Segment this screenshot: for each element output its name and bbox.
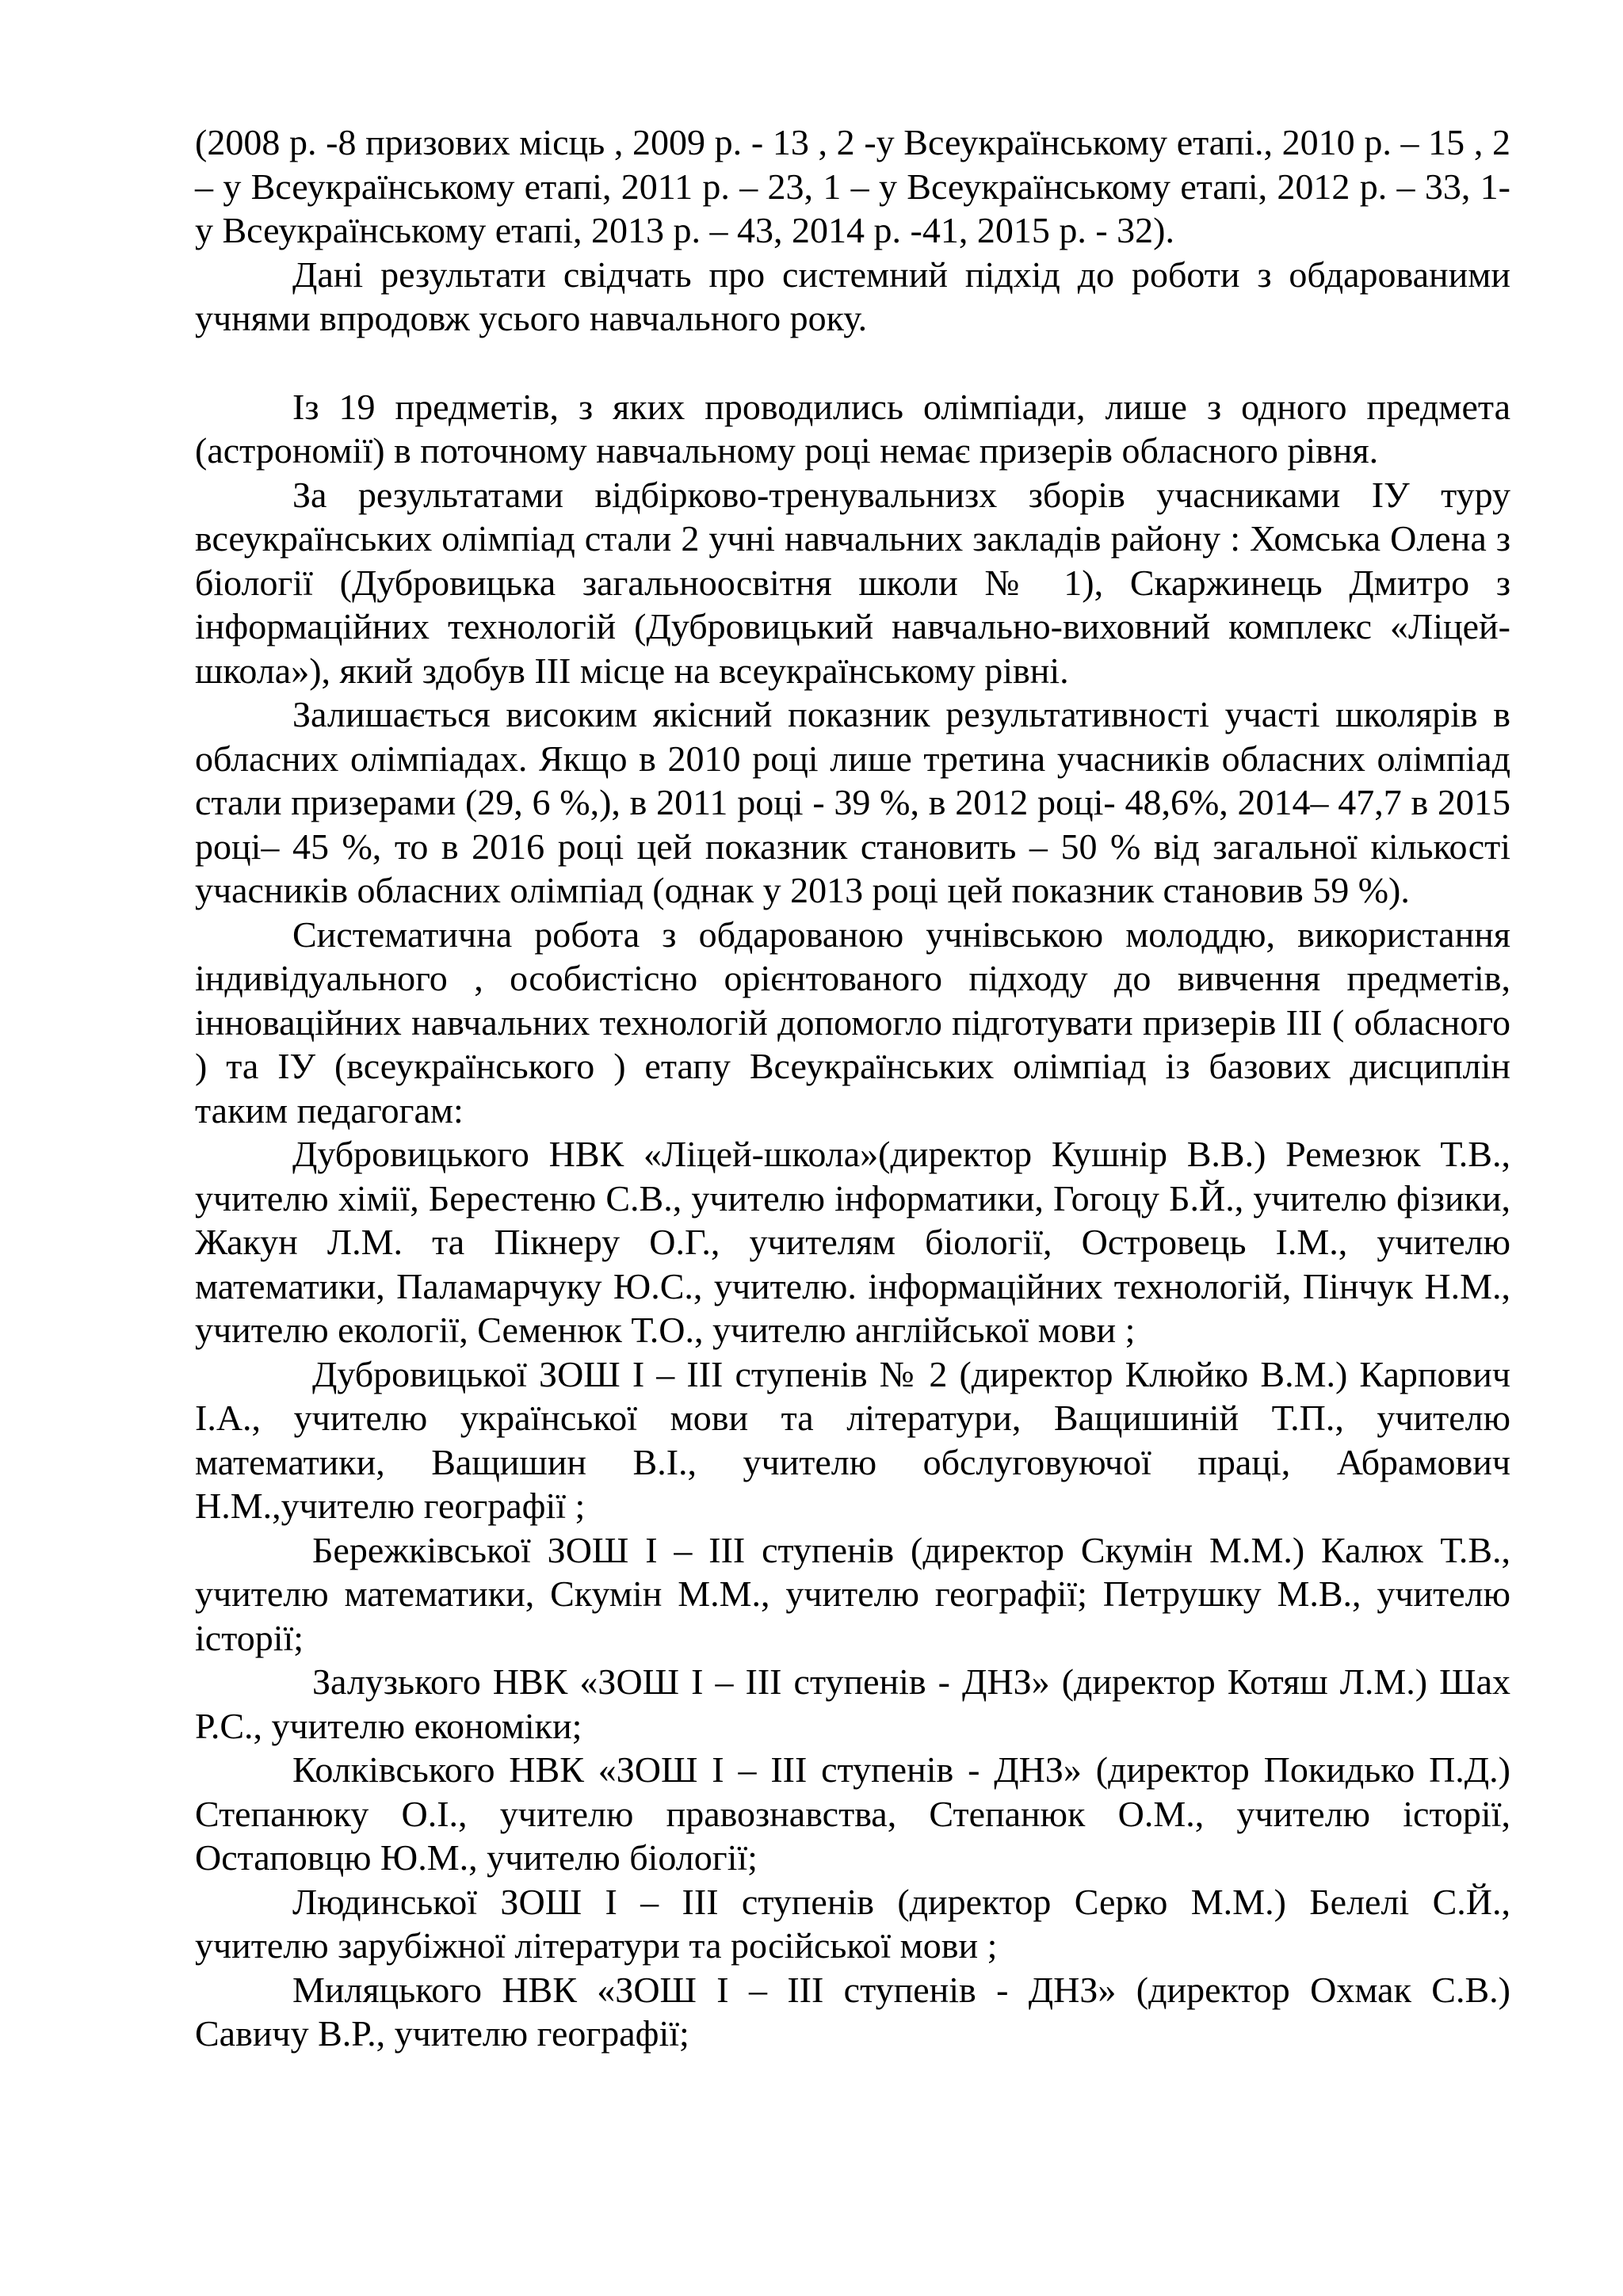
paragraph-systematic-approach: Дані результати свідчать про системний підхід до роботи з обдарованими учнями впродовж усього навчального року.: [195, 254, 1510, 338]
paragraph-teachers-miliatsk: Миляцького НВК «ЗОШ І – ІІІ ступенів - ДНЗ» (директор Охмак С.В.) Савичу В.Р., учителю географії;: [195, 1969, 1510, 2054]
paragraph-teachers-liudyn: Людинської ЗОШ І – ІІІ ступенів (директор Серко М.М.) Белелі С.Й., учителю зарубіжної літератури та російської мови ;: [195, 1881, 1510, 1966]
paragraph-teachers-kolky: Колківського НВК «ЗОШ І – ІІІ ступенів - ДНЗ» (директор Покидько П.Д.) Степанюку О.І., учителю правознавства, Степанюк О.М., учителю історії, Остаповцю Ю.М., учителю біології;: [195, 1749, 1510, 1878]
paragraph-teachers-berezhky: Бережківської ЗОШ І – ІІІ ступенів (директор Скумін М.М.) Калюх Т.В., учителю математики, Скумін М.М., учителю географії; Петрушку М.В., учителю історії;: [195, 1529, 1510, 1658]
paragraph-fourth-stage-participants: За результатами відбірково-тренувальнизх зборів учасниками ІУ туру всеукраїнських олімпіад стали 2 учні навчальних закладів району : Хомська Олена з біології (Дубровицька загальноосвітня школи № 1), Скаржинець Дмитро з інформаційних технологій (Дубровицький навчально-виховний комплекс «Ліцей-школа»), який здобув ІІІ місце на всеукраїнському рівні.: [195, 474, 1510, 691]
paragraph-quality-indicator: Залишається високим якісний показник результативності участі школярів в обласних олімпіадах. Якщо в 2010 році лише третина учасників обласних олімпіад стали призерами (29, 6 %,), в 2011 році - 39 %, в 2012 році- 48,6%, 2014– 47,7 в 2015 році– 45 %, то в 2016 році цей показник становить – 50 % від загальної кількості учасників обласних олімпіад (однак у 2013 році цей показник становив 59 %).: [195, 694, 1510, 910]
paragraph-prize-history: (2008 р. -8 призових місць , 2009 р. - 13 , 2 -у Всеукраїнському етапі., 2010 р. – 15 , 2 – у Всеукраїнському етапі, 2011 р. – 23, 1 – у Всеукраїнському етапі, 2012 р. – 33, 1- у Всеукраїнському етапі, 2013 р. – 43, 2014 р. -41, 2015 р. - 32).: [195, 122, 1510, 250]
paragraph-teachers-zaluzhzhia: Залузького НВК «ЗОШ І – ІІІ ступенів - ДНЗ» (директор Котяш Л.М.) Шах Р.С., учителю економіки;: [195, 1661, 1510, 1746]
paragraph-gifted-youth-work: Систематична робота з обдарованою учнівською молоддю, використання індивідуального , особистісно орієнтованого підходу до вивчення предметів, інноваційних навчальних технологій допомогло підготувати призерів ІІІ ( обласного ) та ІУ (всеукраїнського ) етапу Всеукраїнських олімпіад із базових дисциплін таким педагогам:: [195, 913, 1510, 1131]
document-page: [195, 120, 1510, 2056]
paragraph-teachers-lyceum: Дубровицького НВК «Ліцей-школа»(директор Кушнір В.В.) Ремезюк Т.В., учителю хімії, Берестеню С.В., учителю інформатики, Гогоцу Б.Й., учителю фізики, Жакун Л.М. та Пікнеру О.Г., учителям біології, Островець І.М., учителю математики, Паламарчуку Ю.С., учителю. інформаційних технологій, Пінчук Н.М., учителю екології, Семенюк Т.О., учителю англійської мови ;: [195, 1134, 1510, 1350]
paragraph-teachers-school-2: Дубровицької ЗОШ І – ІІІ ступенів № 2 (директор Клюйко В.М.) Карпович І.А., учителю української мови та літератури, Ващишиній Т.П., учителю математики, Ващишин В.І., учителю обслуговуючої праці, Абрамович Н.М.,учителю географії ;: [195, 1353, 1510, 1526]
paragraph-subjects: Із 19 предметів, з яких проводились олімпіади, лише з одного предмета (астрономії) в поточному навчальному році немає призерів обласного рівня.: [195, 386, 1510, 471]
